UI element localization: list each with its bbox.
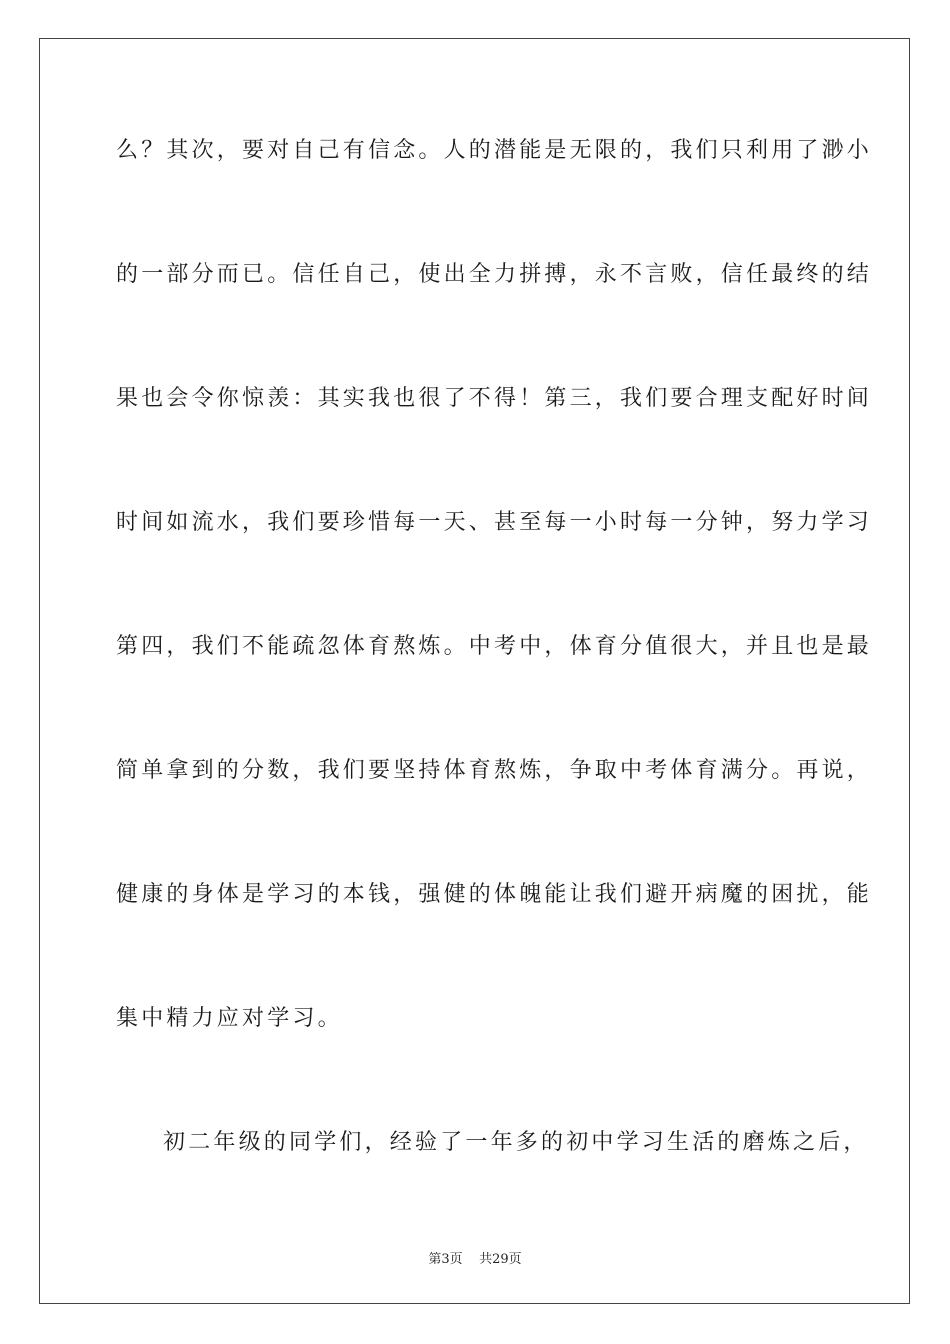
text-line: 集中精力应对学习。 — [116, 1006, 343, 1031]
page-number: 第3页 — [428, 1252, 463, 1267]
text-line: 第四，我们不能疏忽体育熬炼。中考中，体育分值很大，并且也是最 — [116, 634, 873, 659]
text-line: 健康的身体是学习的本钱，强健的体魄能让我们避开病魔的困扰，能 — [116, 882, 873, 907]
text-line: 时间如流水，我们要珍惜每一天、甚至每一小时每一分钟，努力学习 — [116, 510, 873, 535]
paragraph-first-line: 初二年级的同学们，经验了一年多的初中学习生活的磨炼之后， — [163, 1130, 869, 1155]
text-line: 果也会令你惊羡：其实我也很了不得！第三，我们要合理支配好时间 — [116, 386, 873, 411]
page-border — [39, 38, 910, 1304]
text-line: 么？其次，要对自己有信念。人的潜能是无限的，我们只利用了渺小 — [116, 138, 873, 163]
text-line: 的一部分而已。信任自己，使出全力拼搏，永不言败，信任最终的结 — [116, 262, 873, 287]
page-footer — [0, 1248, 950, 1267]
text-line: 简单拿到的分数，我们要坚持体育熬炼，争取中考体育满分。再说， — [116, 758, 873, 783]
page-total: 共29页 — [479, 1252, 522, 1267]
